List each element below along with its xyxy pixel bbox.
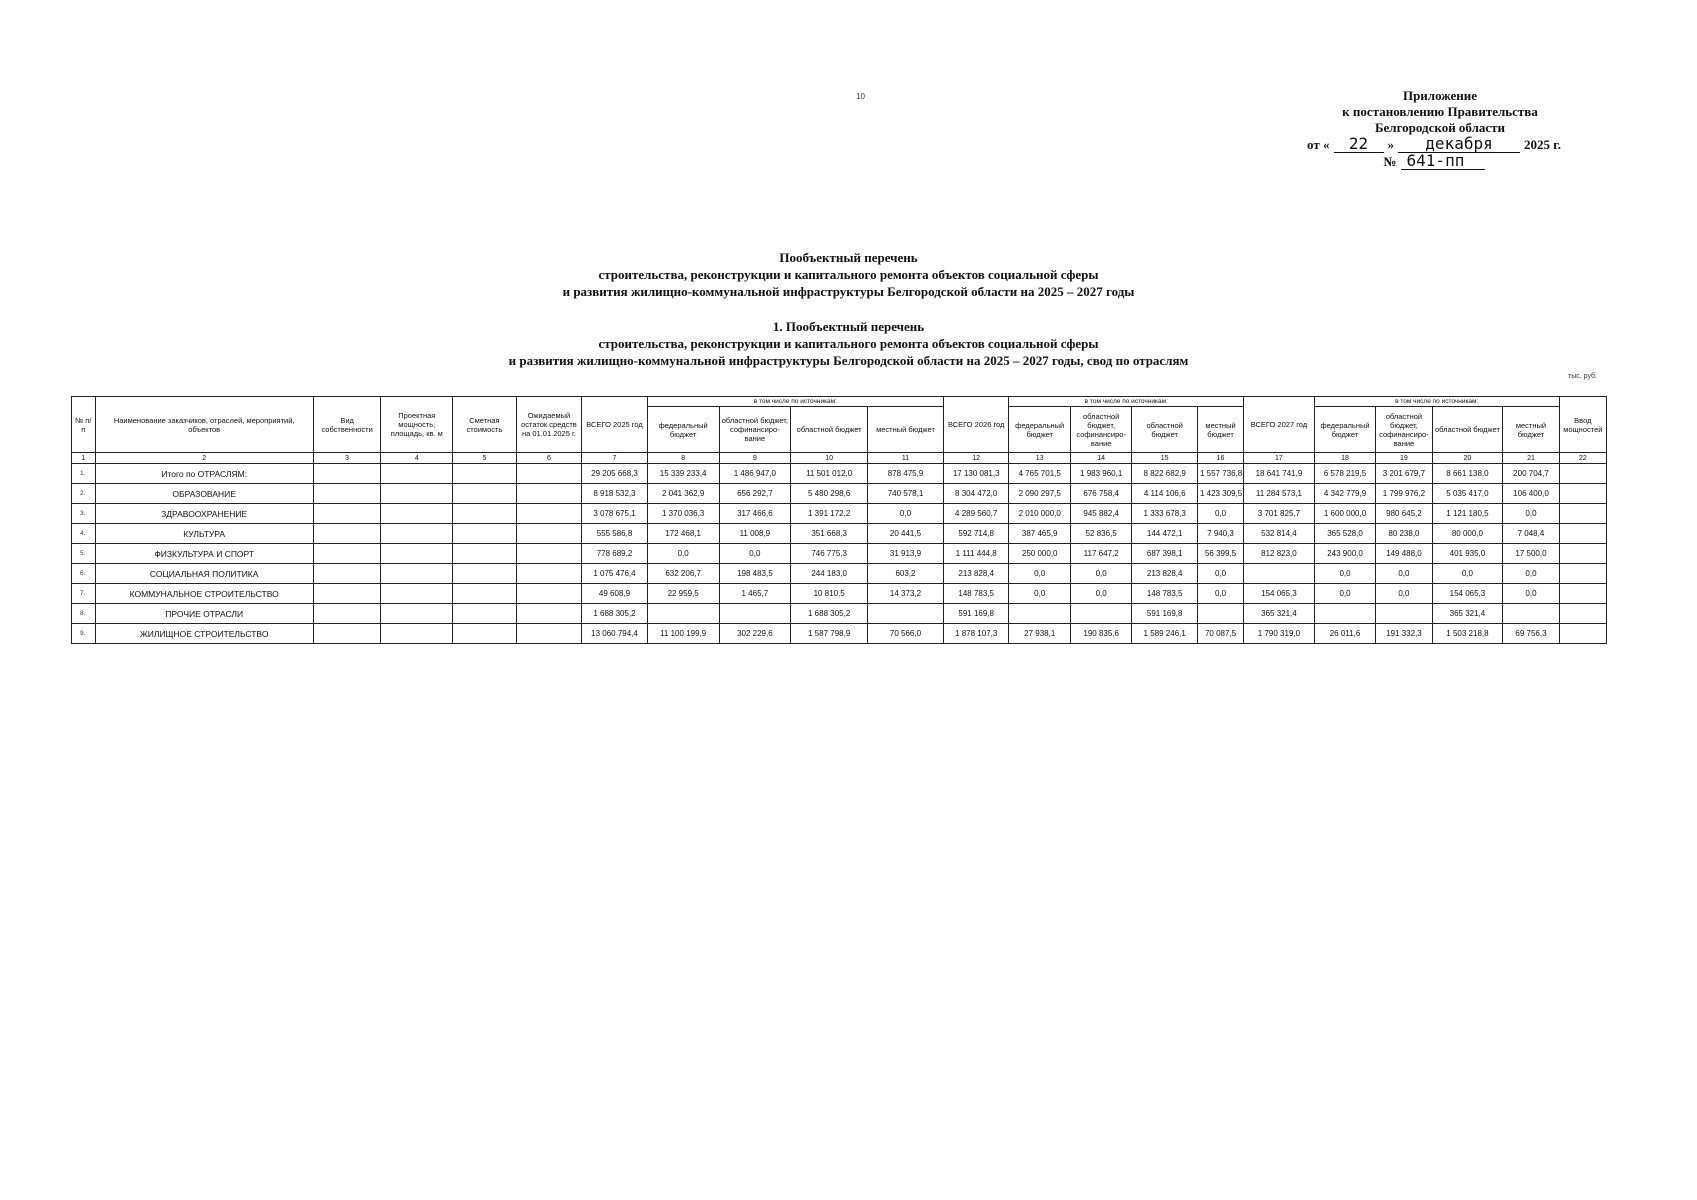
value-cell xyxy=(1009,604,1070,624)
header-regional-2027: областной бюджет xyxy=(1432,407,1503,453)
value-cell: 1 983 960,1 xyxy=(1070,464,1131,484)
value-cell: 2 090 297,5 xyxy=(1009,484,1070,504)
value-cell: 351 668,3 xyxy=(791,524,868,544)
value-cell: 746 775,3 xyxy=(791,544,868,564)
value-cell: 0,0 xyxy=(1432,564,1503,584)
value-cell: 8 304 472,0 xyxy=(943,484,1009,504)
empty-cell xyxy=(453,464,517,484)
value-cell: 365 321,4 xyxy=(1244,604,1315,624)
empty-cell xyxy=(516,464,582,484)
value-cell: 56 399,5 xyxy=(1197,544,1243,564)
empty-cell xyxy=(453,544,517,564)
value-cell: 302 229,6 xyxy=(719,624,791,644)
row-name: КОММУНАЛЬНОЕ СТРОИТЕЛЬСТВО xyxy=(95,584,313,604)
number-prefix: № xyxy=(1383,154,1397,169)
row-number: 1. xyxy=(72,464,96,484)
value-cell: 7 048,4 xyxy=(1503,524,1559,544)
value-cell: 0,0 xyxy=(1503,564,1559,584)
value-cell: 172 468,1 xyxy=(647,524,719,544)
value-cell: 1 075 476,4 xyxy=(582,564,648,584)
table-row xyxy=(72,584,1607,604)
value-cell: 148 783,5 xyxy=(1132,584,1198,604)
empty-cell xyxy=(381,604,453,624)
value-cell: 0,0 xyxy=(868,504,944,524)
row-name: ОБРАЗОВАНИЕ xyxy=(95,484,313,504)
value-cell: 0,0 xyxy=(1503,584,1559,604)
row-number: 8. xyxy=(72,604,96,624)
value-cell: 3 701 825,7 xyxy=(1244,504,1315,524)
header-sources-2027: в том числе по источникам: xyxy=(1314,397,1559,407)
header-sources-2026: в том числе по источникам: xyxy=(1009,397,1244,407)
summary-table xyxy=(71,396,1607,644)
value-cell: 27 938,1 xyxy=(1009,624,1070,644)
header-cofin-2025: областной бюджет, софинансиро-вание xyxy=(719,407,791,453)
value-cell: 8 918 532,3 xyxy=(582,484,648,504)
appendix-block xyxy=(1300,88,1580,170)
value-cell: 18 641 741,9 xyxy=(1244,464,1315,484)
value-cell: 0,0 xyxy=(1376,564,1432,584)
value-cell xyxy=(1314,604,1375,624)
value-cell: 15 339 233,4 xyxy=(647,464,719,484)
empty-cell xyxy=(313,504,381,524)
value-cell: 0,0 xyxy=(1197,564,1243,584)
row-number: 6. xyxy=(72,564,96,584)
date-year: 2025 г. xyxy=(1524,137,1561,152)
value-cell: 11 284 573,1 xyxy=(1244,484,1315,504)
value-cell: 4 342 779,9 xyxy=(1314,484,1375,504)
value-cell: 106 400,0 xyxy=(1503,484,1559,504)
value-cell: 8 822 682,9 xyxy=(1132,464,1198,484)
value-cell: 4 289 560,7 xyxy=(943,504,1009,524)
value-cell: 70 087,5 xyxy=(1197,624,1243,644)
empty-cell xyxy=(453,504,517,524)
column-number: 1 xyxy=(72,453,96,464)
value-cell: 1 370 036,3 xyxy=(647,504,719,524)
row-name: СОЦИАЛЬНАЯ ПОЛИТИКА xyxy=(95,564,313,584)
empty-cell xyxy=(516,504,582,524)
row-name: КУЛЬТУРА xyxy=(95,524,313,544)
column-number: 19 xyxy=(1376,453,1432,464)
empty-cell xyxy=(313,604,381,624)
empty-cell xyxy=(1559,544,1606,564)
value-cell: 0,0 xyxy=(1503,504,1559,524)
value-cell: 1 503 218,8 xyxy=(1432,624,1503,644)
value-cell: 365 321,4 xyxy=(1432,604,1503,624)
value-cell: 17 130 081,3 xyxy=(943,464,1009,484)
empty-cell xyxy=(381,524,453,544)
value-cell: 365 528,0 xyxy=(1314,524,1375,544)
value-cell: 2 010 000,0 xyxy=(1009,504,1070,524)
value-cell: 740 578,1 xyxy=(868,484,944,504)
value-cell: 190 835,6 xyxy=(1070,624,1131,644)
row-name: ЖИЛИЩНОЕ СТРОИТЕЛЬСТВО xyxy=(95,624,313,644)
document-titles xyxy=(0,249,1697,369)
header-total-2026: ВСЕГО 2026 год xyxy=(943,397,1009,453)
empty-cell xyxy=(1559,584,1606,604)
section-title-line2: строительства, реконструкции и капитального ремонта объектов социальной сферы xyxy=(598,336,1099,351)
empty-cell xyxy=(381,584,453,604)
value-cell: 0,0 xyxy=(1314,584,1375,604)
empty-cell xyxy=(1559,504,1606,524)
page-number: 10 xyxy=(856,92,865,101)
value-cell: 0,0 xyxy=(1070,584,1131,604)
column-number: 4 xyxy=(381,453,453,464)
value-cell: 69 756,3 xyxy=(1503,624,1559,644)
date-month: декабря xyxy=(1398,136,1520,153)
empty-cell xyxy=(313,484,381,504)
column-number: 18 xyxy=(1314,453,1375,464)
empty-cell xyxy=(313,564,381,584)
empty-cell xyxy=(1559,564,1606,584)
value-cell: 980 645,2 xyxy=(1376,504,1432,524)
value-cell: 31 913,9 xyxy=(868,544,944,564)
value-cell: 1 121 180,5 xyxy=(1432,504,1503,524)
value-cell: 10 810,5 xyxy=(791,584,868,604)
value-cell: 154 065,3 xyxy=(1432,584,1503,604)
header-total-2025: ВСЕГО 2025 год xyxy=(582,397,648,453)
value-cell: 812 823,0 xyxy=(1244,544,1315,564)
appendix-resolution: к постановлению Правительства xyxy=(1342,104,1538,119)
column-number: 11 xyxy=(868,453,944,464)
column-number: 21 xyxy=(1503,453,1559,464)
empty-cell xyxy=(381,504,453,524)
value-cell: 5 480 298,6 xyxy=(791,484,868,504)
value-cell: 632 206,7 xyxy=(647,564,719,584)
table-row xyxy=(72,624,1607,644)
value-cell: 244 183,0 xyxy=(791,564,868,584)
value-cell: 401 935,0 xyxy=(1432,544,1503,564)
value-cell: 1 465,7 xyxy=(719,584,791,604)
empty-cell xyxy=(381,464,453,484)
value-cell: 17 500,0 xyxy=(1503,544,1559,564)
value-cell: 387 465,9 xyxy=(1009,524,1070,544)
value-cell: 7 940,3 xyxy=(1197,524,1243,544)
empty-cell xyxy=(381,624,453,644)
value-cell: 591 169,8 xyxy=(1132,604,1198,624)
value-cell: 0,0 xyxy=(1009,584,1070,604)
value-cell xyxy=(1376,604,1432,624)
column-number-row xyxy=(72,453,1607,464)
empty-cell xyxy=(381,564,453,584)
section-title-line1: 1. Пообъектный перечень xyxy=(772,319,925,334)
value-cell: 656 292,7 xyxy=(719,484,791,504)
value-cell xyxy=(868,604,944,624)
header-capacity-input: Ввод мощностей xyxy=(1559,397,1606,453)
empty-cell xyxy=(1559,604,1606,624)
column-number: 14 xyxy=(1070,453,1131,464)
empty-cell xyxy=(516,484,582,504)
header-num: № п/п xyxy=(72,397,96,453)
value-cell xyxy=(1197,604,1243,624)
value-cell: 1 790 319,0 xyxy=(1244,624,1315,644)
column-number: 2 xyxy=(95,453,313,464)
empty-cell xyxy=(1559,524,1606,544)
value-cell: 1 391 172,2 xyxy=(791,504,868,524)
value-cell: 250 000,0 xyxy=(1009,544,1070,564)
value-cell: 945 882,4 xyxy=(1070,504,1131,524)
column-number: 10 xyxy=(791,453,868,464)
column-number: 12 xyxy=(943,453,1009,464)
value-cell: 117 647,2 xyxy=(1070,544,1131,564)
value-cell: 14 373,2 xyxy=(868,584,944,604)
empty-cell xyxy=(313,524,381,544)
section-title-line3: и развития жилищно-коммунальной инфраструктуры Белгородской области на 2025 – 2027 годы, свод по отраслям xyxy=(508,353,1189,368)
table-row xyxy=(72,504,1607,524)
column-number: 16 xyxy=(1197,453,1243,464)
header-federal-2027: федеральный бюджет xyxy=(1314,407,1375,453)
empty-cell xyxy=(516,524,582,544)
value-cell: 0,0 xyxy=(1070,564,1131,584)
value-cell: 0,0 xyxy=(1197,584,1243,604)
value-cell: 1 423 309,5 xyxy=(1197,484,1243,504)
header-cofin-2027: областной бюджет, софинансиро-вание xyxy=(1376,407,1432,453)
empty-cell xyxy=(453,624,517,644)
value-cell: 2 041 362,9 xyxy=(647,484,719,504)
appendix-title: Приложение xyxy=(1402,88,1478,103)
empty-cell xyxy=(1559,624,1606,644)
empty-cell xyxy=(453,484,517,504)
value-cell: 1 557 736,8 xyxy=(1197,464,1243,484)
table-row xyxy=(72,484,1607,504)
date-prefix: от « xyxy=(1307,137,1330,152)
empty-cell xyxy=(453,564,517,584)
value-cell: 154 065,3 xyxy=(1244,584,1315,604)
value-cell: 148 783,5 xyxy=(943,584,1009,604)
value-cell: 0,0 xyxy=(647,544,719,564)
column-number: 3 xyxy=(313,453,381,464)
value-cell: 20 441,5 xyxy=(868,524,944,544)
value-cell: 317 466,6 xyxy=(719,504,791,524)
main-title-line2: строительства, реконструкции и капитального ремонта объектов социальной сферы xyxy=(598,267,1099,282)
value-cell: 532 814,4 xyxy=(1244,524,1315,544)
header-regional-2025: областной бюджет xyxy=(791,407,868,453)
row-name: Итого по ОТРАСЛЯМ: xyxy=(95,464,313,484)
value-cell: 1 587 798,9 xyxy=(791,624,868,644)
main-title-line1: Пообъектный перечень xyxy=(779,250,918,265)
empty-cell xyxy=(1559,464,1606,484)
empty-cell xyxy=(1559,484,1606,504)
empty-cell xyxy=(516,544,582,564)
appendix-number xyxy=(1288,153,1580,170)
resolution-number: 641-пп xyxy=(1401,153,1485,170)
appendix-region: Белгородской области xyxy=(1374,120,1506,135)
header-federal-2025: федеральный бюджет xyxy=(647,407,719,453)
value-cell: 4 765 701,5 xyxy=(1009,464,1070,484)
date-day: 22 xyxy=(1334,136,1384,153)
row-number: 3. xyxy=(72,504,96,524)
value-cell: 0,0 xyxy=(1009,564,1070,584)
value-cell: 0,0 xyxy=(1197,504,1243,524)
empty-cell xyxy=(453,604,517,624)
value-cell: 213 828,4 xyxy=(943,564,1009,584)
value-cell: 3 201 679,7 xyxy=(1376,464,1432,484)
date-mid: » xyxy=(1387,137,1395,152)
value-cell: 778 689,2 xyxy=(582,544,648,564)
value-cell: 52 836,5 xyxy=(1070,524,1131,544)
unit-label: тыс. руб. xyxy=(1568,373,1597,380)
empty-cell xyxy=(313,464,381,484)
value-cell: 687 398,1 xyxy=(1132,544,1198,564)
value-cell: 1 486 947,0 xyxy=(719,464,791,484)
row-name: ЗДРАВООХРАНЕНИЕ xyxy=(95,504,313,524)
header-federal-2026: федеральный бюджет xyxy=(1009,407,1070,453)
row-name: ПРОЧИЕ ОТРАСЛИ xyxy=(95,604,313,624)
value-cell: 4 114 106,6 xyxy=(1132,484,1198,504)
header-regional-2026: областной бюджет xyxy=(1132,407,1198,453)
header-local-2026: местный бюджет xyxy=(1197,407,1243,453)
row-number: 5. xyxy=(72,544,96,564)
empty-cell xyxy=(516,604,582,624)
column-number: 15 xyxy=(1132,453,1198,464)
value-cell: 676 758,4 xyxy=(1070,484,1131,504)
value-cell: 11 501 012,0 xyxy=(791,464,868,484)
value-cell: 80 000,0 xyxy=(1432,524,1503,544)
value-cell: 29 205 668,3 xyxy=(582,464,648,484)
column-number: 8 xyxy=(647,453,719,464)
empty-cell xyxy=(313,544,381,564)
table-row xyxy=(72,524,1607,544)
value-cell: 200 704,7 xyxy=(1503,464,1559,484)
header-estimate: Сметная стоимость xyxy=(453,397,517,453)
row-number: 4. xyxy=(72,524,96,544)
empty-cell xyxy=(453,524,517,544)
table-row xyxy=(72,604,1607,624)
value-cell: 22 959,5 xyxy=(647,584,719,604)
header-name: Наименование заказчиков, отраслей, мероприятий, объектов xyxy=(95,397,313,453)
column-number: 20 xyxy=(1432,453,1503,464)
value-cell: 191 332,3 xyxy=(1376,624,1432,644)
table-row xyxy=(72,464,1607,484)
column-number: 7 xyxy=(582,453,648,464)
row-number: 7. xyxy=(72,584,96,604)
column-number: 6 xyxy=(516,453,582,464)
value-cell: 144 472,1 xyxy=(1132,524,1198,544)
value-cell: 1 333 678,3 xyxy=(1132,504,1198,524)
value-cell: 0,0 xyxy=(1314,564,1375,584)
header-local-2025: местный бюджет xyxy=(868,407,944,453)
value-cell: 0,0 xyxy=(1376,584,1432,604)
column-number: 22 xyxy=(1559,453,1606,464)
header-ownership: Вид собственности xyxy=(313,397,381,453)
value-cell xyxy=(1503,604,1559,624)
column-number: 13 xyxy=(1009,453,1070,464)
value-cell: 11 008,9 xyxy=(719,524,791,544)
empty-cell xyxy=(516,584,582,604)
header-cofin-2026: областной бюджет, софинансиро-вание xyxy=(1070,407,1131,453)
value-cell: 555 586,8 xyxy=(582,524,648,544)
value-cell: 26 011,6 xyxy=(1314,624,1375,644)
value-cell: 591 169,8 xyxy=(943,604,1009,624)
value-cell xyxy=(647,604,719,624)
value-cell: 6 578 219,5 xyxy=(1314,464,1375,484)
column-number: 9 xyxy=(719,453,791,464)
header-sources-2025: в том числе по источникам: xyxy=(647,397,943,407)
header-total-2027: ВСЕГО 2027 год xyxy=(1244,397,1315,453)
column-number: 17 xyxy=(1244,453,1315,464)
value-cell: 878 475,9 xyxy=(868,464,944,484)
value-cell: 70 566,0 xyxy=(868,624,944,644)
value-cell: 1 688 305,2 xyxy=(791,604,868,624)
value-cell xyxy=(719,604,791,624)
main-title-line3: и развития жилищно-коммунальной инфраструктуры Белгородской области на 2025 – 2027 годы xyxy=(562,284,1135,299)
value-cell: 149 488,0 xyxy=(1376,544,1432,564)
value-cell: 13 060 794,4 xyxy=(582,624,648,644)
value-cell: 5 035 417,0 xyxy=(1432,484,1503,504)
value-cell: 1 878 107,3 xyxy=(943,624,1009,644)
value-cell: 1 600 000,0 xyxy=(1314,504,1375,524)
row-number: 2. xyxy=(72,484,96,504)
value-cell: 1 688 305,2 xyxy=(582,604,648,624)
empty-cell xyxy=(453,584,517,604)
empty-cell xyxy=(516,564,582,584)
value-cell: 80 238,0 xyxy=(1376,524,1432,544)
empty-cell xyxy=(381,484,453,504)
value-cell: 3 078 675,1 xyxy=(582,504,648,524)
header-remainder: Ожидаемый остаток средств на 01.01.2025 г. xyxy=(516,397,582,453)
value-cell: 1 799 976,2 xyxy=(1376,484,1432,504)
value-cell: 213 828,4 xyxy=(1132,564,1198,584)
value-cell: 8 661 138,0 xyxy=(1432,464,1503,484)
value-cell: 592 714,8 xyxy=(943,524,1009,544)
header-local-2027: местный бюджет xyxy=(1503,407,1559,453)
value-cell: 0,0 xyxy=(719,544,791,564)
table-row xyxy=(72,544,1607,564)
value-cell: 11 100 199,9 xyxy=(647,624,719,644)
row-number: 9. xyxy=(72,624,96,644)
value-cell: 1 589 246,1 xyxy=(1132,624,1198,644)
table-row xyxy=(72,564,1607,584)
value-cell: 198 483,5 xyxy=(719,564,791,584)
empty-cell xyxy=(313,584,381,604)
value-cell: 1 111 444,8 xyxy=(943,544,1009,564)
empty-cell xyxy=(313,624,381,644)
empty-cell xyxy=(381,544,453,564)
header-capacity: Проектная мощность, площадь, кв. м xyxy=(381,397,453,453)
value-cell: 49 608,9 xyxy=(582,584,648,604)
column-number: 5 xyxy=(453,453,517,464)
row-name: ФИЗКУЛЬТУРА И СПОРТ xyxy=(95,544,313,564)
empty-cell xyxy=(516,624,582,644)
value-cell: 603,2 xyxy=(868,564,944,584)
value-cell xyxy=(1070,604,1131,624)
value-cell: 243 900,0 xyxy=(1314,544,1375,564)
value-cell xyxy=(1244,564,1315,584)
